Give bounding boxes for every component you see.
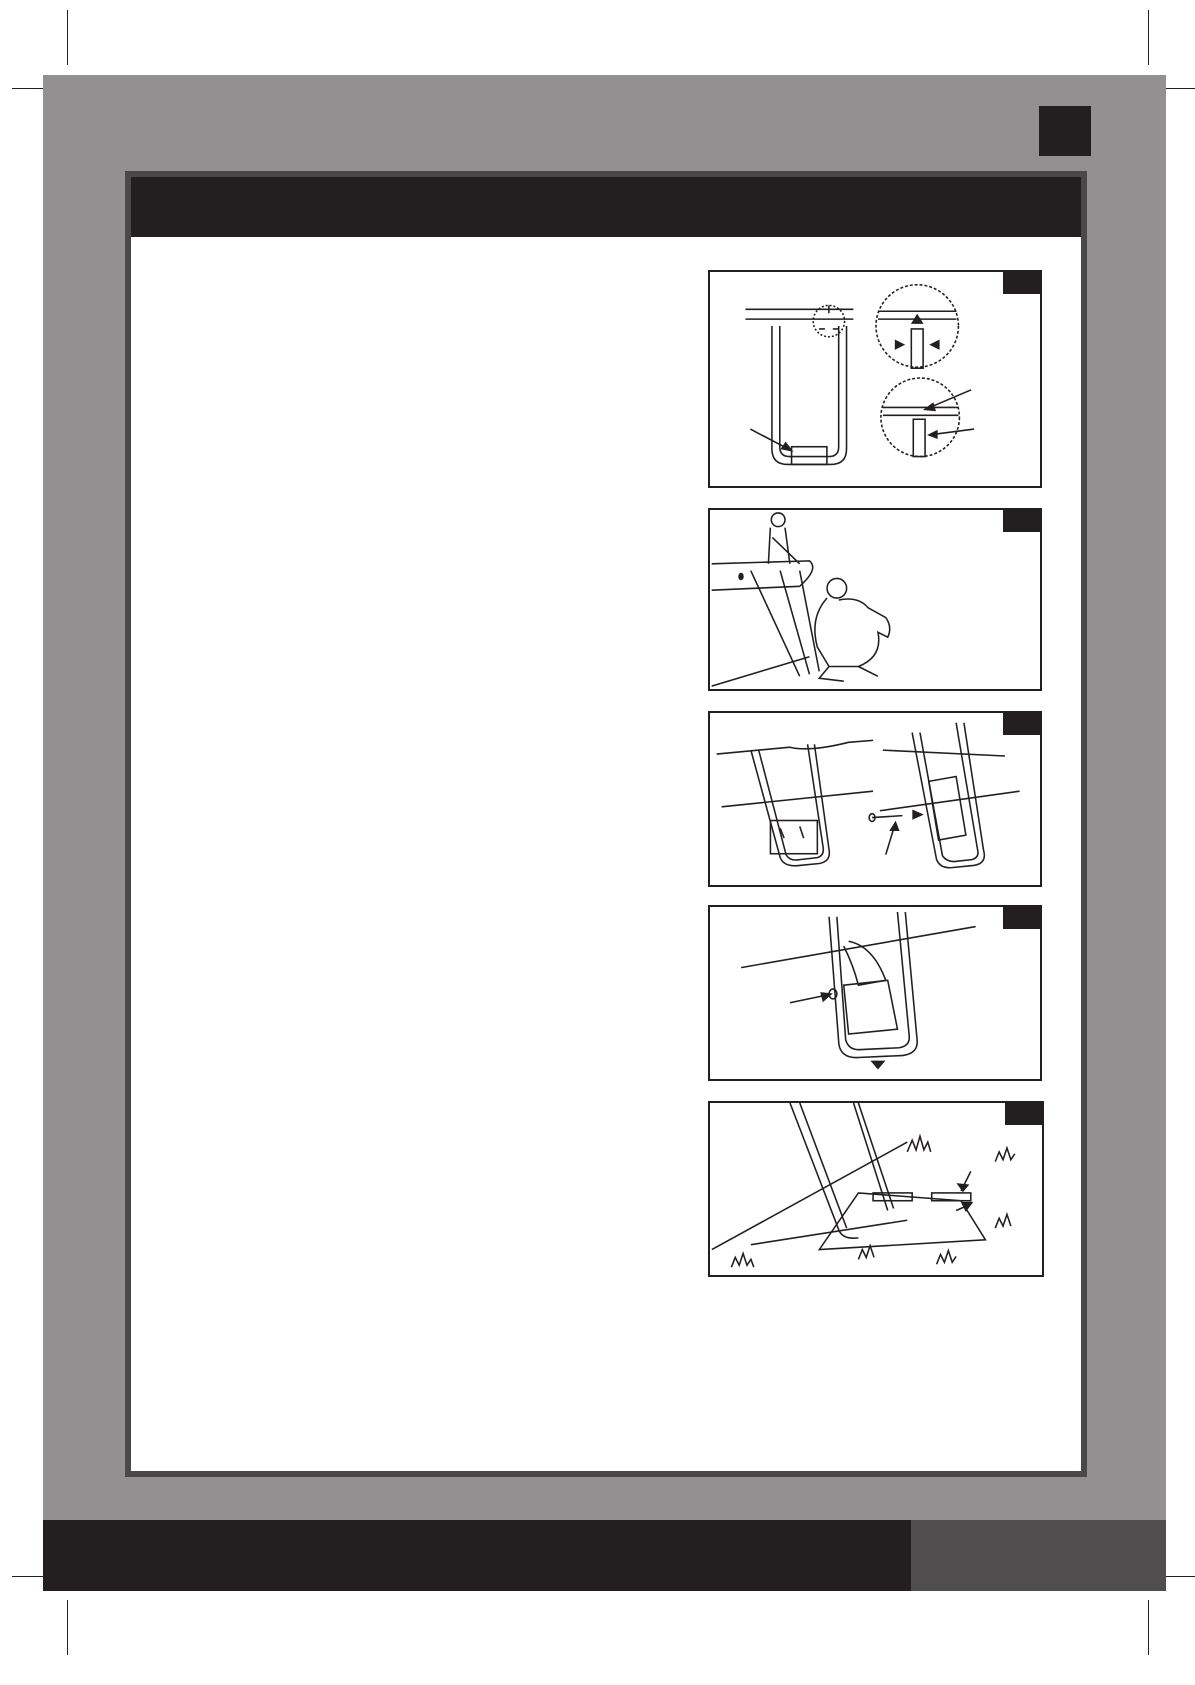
figure-4-illustration — [710, 907, 1040, 1079]
figure-5-ground-placement — [708, 1101, 1044, 1277]
content-panel — [125, 171, 1087, 1477]
section-header — [131, 177, 1081, 237]
crop-mark — [1148, 10, 1149, 65]
figure-2-illustration — [710, 510, 1040, 689]
figure-4-secure-stabilizer — [708, 905, 1042, 1081]
figure-2-install-ladder — [708, 508, 1042, 691]
figure-3-illustration — [710, 713, 1040, 885]
crop-mark — [67, 10, 68, 65]
page-number-box — [1039, 106, 1091, 156]
crop-mark — [1148, 1600, 1149, 1655]
footer-tab — [911, 1520, 1166, 1591]
figure-3-stabilizer-insert — [708, 711, 1042, 887]
figure-1-ladder-attach — [708, 270, 1042, 488]
crop-mark — [67, 1600, 68, 1655]
figure-1-illustration — [710, 272, 1040, 486]
footer-bar — [43, 1520, 911, 1591]
figure-5-illustration — [710, 1103, 1042, 1275]
